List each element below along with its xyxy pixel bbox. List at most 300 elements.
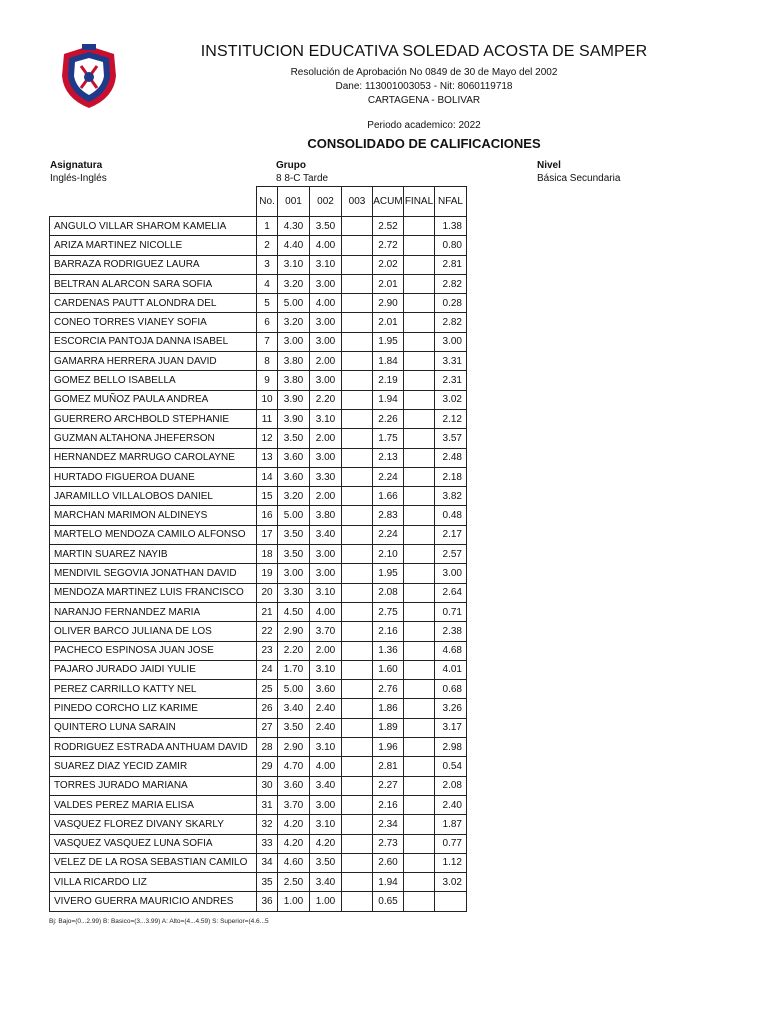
student-number: 29 [257, 757, 278, 776]
student-number: 25 [257, 680, 278, 699]
table-row [50, 448, 467, 467]
grade-acum: 2.16 [373, 622, 404, 641]
grade-003 [342, 892, 373, 911]
grade-002: 2.40 [310, 699, 342, 718]
student-name: ANGULO VILLAR SHAROM KAMELIA [50, 217, 257, 236]
student-number: 9 [257, 371, 278, 390]
grade-nfal: 3.31 [435, 352, 467, 371]
grade-nfal: 3.00 [435, 332, 467, 351]
grade-nfal: 0.80 [435, 236, 467, 255]
student-name: GOMEZ BELLO ISABELLA [50, 371, 257, 390]
grade-001: 3.60 [278, 467, 310, 486]
grade-final [404, 757, 435, 776]
grade-003 [342, 390, 373, 409]
grade-001: 4.60 [278, 853, 310, 872]
table-row [50, 892, 467, 911]
table-row [50, 390, 467, 409]
grade-acum: 2.60 [373, 853, 404, 872]
grade-002: 3.40 [310, 525, 342, 544]
grade-acum: 2.90 [373, 294, 404, 313]
grade-003 [342, 429, 373, 448]
group-label: Grupo [276, 160, 306, 171]
student-name: VALDES PEREZ MARIA ELISA [50, 795, 257, 814]
grade-003 [342, 834, 373, 853]
grade-acum: 2.01 [373, 313, 404, 332]
grade-acum: 2.26 [373, 409, 404, 428]
table-row [50, 583, 467, 602]
grade-002: 2.40 [310, 718, 342, 737]
subject-value: Inglés-Inglés [50, 173, 107, 184]
grade-nfal: 2.57 [435, 545, 467, 564]
grade-final [404, 236, 435, 255]
table-row [50, 718, 467, 737]
grade-001: 4.20 [278, 834, 310, 853]
grade-001: 3.10 [278, 255, 310, 274]
grade-002: 3.60 [310, 680, 342, 699]
subject-label: Asignatura [50, 160, 103, 171]
grade-002: 3.00 [310, 313, 342, 332]
grade-acum: 2.76 [373, 680, 404, 699]
grade-nfal: 0.71 [435, 602, 467, 621]
column-header: 003 [342, 187, 373, 217]
grade-final [404, 332, 435, 351]
grade-final [404, 680, 435, 699]
grade-final [404, 583, 435, 602]
grade-003 [342, 564, 373, 583]
grade-002: 3.70 [310, 622, 342, 641]
grade-acum: 1.66 [373, 487, 404, 506]
grade-003 [342, 776, 373, 795]
grade-002: 3.10 [310, 583, 342, 602]
grade-acum: 2.83 [373, 506, 404, 525]
grade-acum: 1.89 [373, 718, 404, 737]
grade-nfal: 0.54 [435, 757, 467, 776]
grade-001: 3.20 [278, 313, 310, 332]
grade-002: 4.00 [310, 294, 342, 313]
grade-002: 3.00 [310, 371, 342, 390]
student-number: 11 [257, 409, 278, 428]
table-row [50, 409, 467, 428]
grade-002: 3.50 [310, 217, 342, 236]
student-name: PINEDO CORCHO LIZ KARIME [50, 699, 257, 718]
column-header: No. [257, 187, 278, 217]
grade-final [404, 487, 435, 506]
grade-002: 3.00 [310, 564, 342, 583]
school-crest-logo [54, 42, 124, 112]
grade-003 [342, 815, 373, 834]
grade-001: 2.90 [278, 622, 310, 641]
grade-003 [342, 506, 373, 525]
grade-final [404, 602, 435, 621]
student-number: 7 [257, 332, 278, 351]
grade-003 [342, 680, 373, 699]
grade-001: 3.30 [278, 583, 310, 602]
grade-002: 4.20 [310, 834, 342, 853]
grade-002: 3.10 [310, 738, 342, 757]
grade-final [404, 738, 435, 757]
grade-acum: 2.27 [373, 776, 404, 795]
grade-003 [342, 217, 373, 236]
grade-final [404, 429, 435, 448]
grade-003 [342, 487, 373, 506]
grade-002: 3.10 [310, 660, 342, 679]
grade-001: 3.70 [278, 795, 310, 814]
grade-final [404, 274, 435, 293]
grade-acum: 1.84 [373, 352, 404, 371]
grade-001: 3.50 [278, 545, 310, 564]
grade-acum: 2.10 [373, 545, 404, 564]
grade-final [404, 352, 435, 371]
grade-acum: 1.86 [373, 699, 404, 718]
grade-003 [342, 313, 373, 332]
student-name: GOMEZ MUÑOZ PAULA ANDREA [50, 390, 257, 409]
grade-final [404, 873, 435, 892]
grade-nfal [435, 892, 467, 911]
student-number: 30 [257, 776, 278, 795]
student-number: 33 [257, 834, 278, 853]
student-name: VASQUEZ VASQUEZ LUNA SOFIA [50, 834, 257, 853]
table-row [50, 757, 467, 776]
student-number: 6 [257, 313, 278, 332]
grade-acum: 2.02 [373, 255, 404, 274]
grade-001: 3.00 [278, 332, 310, 351]
grade-nfal: 1.12 [435, 853, 467, 872]
grade-001: 2.50 [278, 873, 310, 892]
column-header: 002 [310, 187, 342, 217]
student-name: SUAREZ DIAZ YECID ZAMIR [50, 757, 257, 776]
student-number: 36 [257, 892, 278, 911]
student-number: 17 [257, 525, 278, 544]
student-name: JARAMILLO VILLALOBOS DANIEL [50, 487, 257, 506]
grade-001: 3.00 [278, 564, 310, 583]
table-row [50, 776, 467, 795]
table-row [50, 274, 467, 293]
grade-001: 3.20 [278, 274, 310, 293]
city: CARTAGENA - BOLIVAR [367, 95, 481, 106]
table-row [50, 352, 467, 371]
grade-003 [342, 294, 373, 313]
grade-nfal: 2.98 [435, 738, 467, 757]
grade-scale-legend: Bj: Bajo=(0...2.99) B: Basico=(3...3.99) A: Alto=(4...4.59) S: Superior=(4.6...5 [49, 918, 269, 925]
grade-003 [342, 352, 373, 371]
grade-nfal: 1.87 [435, 815, 467, 834]
table-row [50, 313, 467, 332]
grade-nfal: 2.40 [435, 795, 467, 814]
grade-nfal: 3.17 [435, 718, 467, 737]
grade-final [404, 448, 435, 467]
student-number: 2 [257, 236, 278, 255]
student-name: GUZMAN ALTAHONA JHEFERSON [50, 429, 257, 448]
grade-final [404, 718, 435, 737]
grade-002: 1.00 [310, 892, 342, 911]
student-number: 3 [257, 255, 278, 274]
table-header-row [50, 187, 467, 217]
student-number: 34 [257, 853, 278, 872]
student-number: 28 [257, 738, 278, 757]
student-number: 13 [257, 448, 278, 467]
grade-nfal: 0.68 [435, 680, 467, 699]
grade-acum: 1.60 [373, 660, 404, 679]
student-number: 1 [257, 217, 278, 236]
grade-003 [342, 409, 373, 428]
grade-002: 3.10 [310, 815, 342, 834]
grade-003 [342, 718, 373, 737]
grade-nfal: 2.17 [435, 525, 467, 544]
grade-final [404, 313, 435, 332]
grade-002: 3.50 [310, 853, 342, 872]
student-name: TORRES JURADO MARIANA [50, 776, 257, 795]
student-name: QUINTERO LUNA SARAIN [50, 718, 257, 737]
student-name: RODRIGUEZ ESTRADA ANTHUAM DAVID [50, 738, 257, 757]
student-name: MENDIVIL SEGOVIA JONATHAN DAVID [50, 564, 257, 583]
table-row [50, 564, 467, 583]
grade-acum: 2.52 [373, 217, 404, 236]
grade-final [404, 217, 435, 236]
grade-acum: 1.95 [373, 564, 404, 583]
table-row [50, 873, 467, 892]
grade-acum: 1.36 [373, 641, 404, 660]
student-name: PEREZ CARRILLO KATTY NEL [50, 680, 257, 699]
grade-nfal: 0.77 [435, 834, 467, 853]
student-number: 15 [257, 487, 278, 506]
student-number: 18 [257, 545, 278, 564]
grade-nfal: 4.01 [435, 660, 467, 679]
student-name: HERNANDEZ MARRUGO CAROLAYNE [50, 448, 257, 467]
table-row [50, 622, 467, 641]
student-number: 27 [257, 718, 278, 737]
grade-acum: 1.96 [373, 738, 404, 757]
student-name: PAJARO JURADO JAIDI YULIE [50, 660, 257, 679]
grade-003 [342, 467, 373, 486]
grade-002: 3.10 [310, 409, 342, 428]
grade-nfal: 1.38 [435, 217, 467, 236]
student-name: BARRAZA RODRIGUEZ LAURA [50, 255, 257, 274]
grade-003 [342, 274, 373, 293]
grade-nfal: 3.00 [435, 564, 467, 583]
student-number: 32 [257, 815, 278, 834]
table-row [50, 660, 467, 679]
grade-001: 3.90 [278, 390, 310, 409]
grade-acum: 2.34 [373, 815, 404, 834]
student-number: 26 [257, 699, 278, 718]
grade-002: 2.20 [310, 390, 342, 409]
grade-001: 1.70 [278, 660, 310, 679]
grade-acum: 1.95 [373, 332, 404, 351]
dane-nit: Dane: 113001003053 - Nit: 8060119718 [335, 81, 513, 92]
grade-002: 2.00 [310, 429, 342, 448]
grade-acum: 1.75 [373, 429, 404, 448]
grade-003 [342, 332, 373, 351]
grade-nfal: 2.82 [435, 274, 467, 293]
grade-003 [342, 738, 373, 757]
grade-final [404, 834, 435, 853]
student-name: VILLA RICARDO LIZ [50, 873, 257, 892]
student-name: NARANJO FERNANDEZ MARIA [50, 602, 257, 621]
grade-001: 3.20 [278, 487, 310, 506]
grade-001: 3.80 [278, 371, 310, 390]
grade-001: 3.50 [278, 525, 310, 544]
grade-002: 3.00 [310, 545, 342, 564]
grade-001: 3.60 [278, 448, 310, 467]
grade-003 [342, 757, 373, 776]
grade-acum: 1.94 [373, 873, 404, 892]
grade-002: 2.00 [310, 352, 342, 371]
student-name: MENDOZA MARTINEZ LUIS FRANCISCO [50, 583, 257, 602]
grade-003 [342, 873, 373, 892]
student-name: PACHECO ESPINOSA JUAN JOSE [50, 641, 257, 660]
grade-acum: 2.75 [373, 602, 404, 621]
level-label: Nivel [537, 160, 561, 171]
grade-final [404, 506, 435, 525]
table-row [50, 467, 467, 486]
grade-002: 4.00 [310, 236, 342, 255]
grade-acum: 2.01 [373, 274, 404, 293]
grade-acum: 1.94 [373, 390, 404, 409]
grade-001: 4.30 [278, 217, 310, 236]
grade-002: 3.00 [310, 795, 342, 814]
student-name: VASQUEZ FLOREZ DIVANY SKARLY [50, 815, 257, 834]
table-row [50, 332, 467, 351]
table-row [50, 525, 467, 544]
table-row [50, 680, 467, 699]
grade-nfal: 3.26 [435, 699, 467, 718]
student-number: 31 [257, 795, 278, 814]
grade-nfal: 0.28 [435, 294, 467, 313]
grade-001: 4.50 [278, 602, 310, 621]
grade-002: 3.00 [310, 274, 342, 293]
grade-final [404, 467, 435, 486]
grade-002: 3.00 [310, 448, 342, 467]
grade-003 [342, 641, 373, 660]
grade-003 [342, 795, 373, 814]
grade-003 [342, 622, 373, 641]
grade-acum: 2.73 [373, 834, 404, 853]
student-number: 22 [257, 622, 278, 641]
grade-final [404, 255, 435, 274]
grade-final [404, 660, 435, 679]
grade-nfal: 2.48 [435, 448, 467, 467]
student-name: ARIZA MARTINEZ NICOLLE [50, 236, 257, 255]
grade-002: 3.00 [310, 332, 342, 351]
grade-nfal: 2.81 [435, 255, 467, 274]
grade-001: 3.50 [278, 718, 310, 737]
grade-002: 3.30 [310, 467, 342, 486]
grade-nfal: 3.02 [435, 390, 467, 409]
grade-001: 4.20 [278, 815, 310, 834]
grade-nfal: 2.64 [435, 583, 467, 602]
grade-002: 4.00 [310, 757, 342, 776]
grade-002: 3.40 [310, 873, 342, 892]
student-number: 4 [257, 274, 278, 293]
grade-001: 5.00 [278, 680, 310, 699]
grade-acum: 2.13 [373, 448, 404, 467]
student-name: CARDENAS PAUTT ALONDRA DEL [50, 294, 257, 313]
student-name: GAMARRA HERRERA JUAN DAVID [50, 352, 257, 371]
grade-001: 3.50 [278, 429, 310, 448]
grade-final [404, 525, 435, 544]
grade-001: 4.40 [278, 236, 310, 255]
grade-acum: 0.65 [373, 892, 404, 911]
grade-final [404, 892, 435, 911]
grade-002: 4.00 [310, 602, 342, 621]
column-header: 001 [278, 187, 310, 217]
grade-nfal: 2.08 [435, 776, 467, 795]
grade-001: 3.40 [278, 699, 310, 718]
student-name: BELTRAN ALARCON SARA SOFIA [50, 274, 257, 293]
grade-nfal: 0.48 [435, 506, 467, 525]
grade-final [404, 545, 435, 564]
grade-nfal: 4.68 [435, 641, 467, 660]
student-number: 14 [257, 467, 278, 486]
grade-003 [342, 602, 373, 621]
column-header: NFAL [435, 187, 467, 217]
grade-final [404, 409, 435, 428]
group-value: 8 8-C Tarde [276, 173, 329, 184]
column-header: ACUM [373, 187, 404, 217]
grade-003 [342, 448, 373, 467]
student-number: 35 [257, 873, 278, 892]
table-row [50, 834, 467, 853]
grade-final [404, 641, 435, 660]
grade-acum: 2.24 [373, 467, 404, 486]
grade-nfal: 2.12 [435, 409, 467, 428]
grade-acum: 2.81 [373, 757, 404, 776]
grade-002: 3.10 [310, 255, 342, 274]
student-name: VIVERO GUERRA MAURICIO ANDRES [50, 892, 257, 911]
grade-nfal: 2.82 [435, 313, 467, 332]
approval-resolution: Resolución de Aprobación No 0849 de 30 de Mayo del 2002 [290, 67, 558, 78]
grade-001: 4.70 [278, 757, 310, 776]
grade-003 [342, 660, 373, 679]
table-row [50, 853, 467, 872]
grade-nfal: 3.82 [435, 487, 467, 506]
table-row [50, 738, 467, 757]
table-row [50, 294, 467, 313]
student-name: MARCHAN MARIMON ALDINEYS [50, 506, 257, 525]
grade-final [404, 294, 435, 313]
table-row [50, 255, 467, 274]
student-number: 8 [257, 352, 278, 371]
grade-final [404, 815, 435, 834]
grade-nfal: 2.18 [435, 467, 467, 486]
grade-acum: 2.19 [373, 371, 404, 390]
table-row [50, 506, 467, 525]
grade-final [404, 699, 435, 718]
student-name: ESCORCIA PANTOJA DANNA ISABEL [50, 332, 257, 351]
grade-nfal: 2.31 [435, 371, 467, 390]
grades-table [49, 186, 467, 912]
grade-002: 2.00 [310, 487, 342, 506]
grade-acum: 2.24 [373, 525, 404, 544]
student-number: 19 [257, 564, 278, 583]
student-number: 21 [257, 602, 278, 621]
grade-003 [342, 371, 373, 390]
grade-002: 2.00 [310, 641, 342, 660]
table-row [50, 487, 467, 506]
grade-003 [342, 583, 373, 602]
grade-003 [342, 545, 373, 564]
student-number: 16 [257, 506, 278, 525]
table-row [50, 699, 467, 718]
grade-final [404, 776, 435, 795]
table-row [50, 236, 467, 255]
student-number: 10 [257, 390, 278, 409]
grade-003 [342, 853, 373, 872]
document-title: CONSOLIDADO DE CALIFICACIONES [307, 136, 541, 151]
student-name: MARTELO MENDOZA CAMILO ALFONSO [50, 525, 257, 544]
student-name: VELEZ DE LA ROSA SEBASTIAN CAMILO [50, 853, 257, 872]
grade-003 [342, 236, 373, 255]
